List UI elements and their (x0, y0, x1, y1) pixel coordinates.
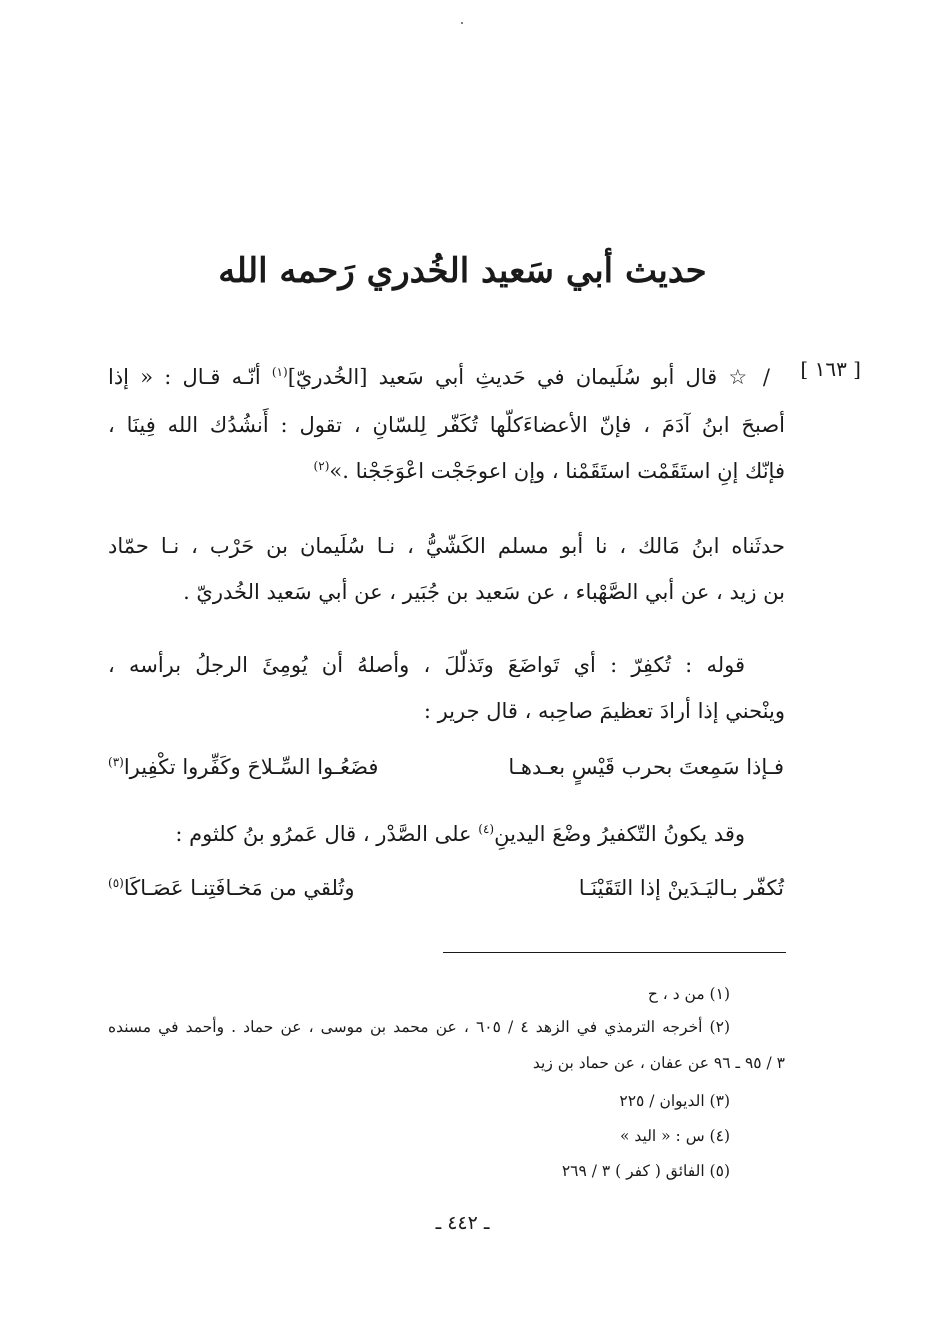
footnote-2-line-2: ٣ / ٩٥ ـ ٩٦ عن عفان ، عن حماد بن زيد (532, 1054, 785, 1072)
footnote-1: (١) من د ، ح (647, 985, 730, 1003)
commentary-2-a: وقد يكونُ التّكفيرُ وضْعَ اليدينِ (494, 822, 745, 846)
page-title: حديث أبي سَعيد الخُدري رَحمه الله (218, 251, 707, 291)
poem-1-hemistich-1: فـإذا سَمِعتَ بحرب قَيْسٍ بعـدهـا (508, 755, 784, 779)
isnad-line-2: بن زيد ، عن أبي الصَّهْباء ، عن سَعيد بن جُبَير ، عن أبي سَعيد الخُدريّ . (183, 580, 785, 604)
footnote-ref-2: (٢) (313, 459, 330, 473)
footnote-3: (٣) الديوان / ٢٢٥ (619, 1092, 730, 1110)
commentary-2-line (120, 812, 745, 856)
hadith-number: [ ١٦٣ ] (800, 357, 861, 381)
poem-1-hemistich-2: فضَعُـوا السِّـلاحَ وكَفِّروا تكْفِيرا (123, 755, 379, 779)
hadith-line-3-a: فإنّك إنِ استَقَمْت استَقَمْنا ، وإن اعوجَجْت اعْوَجَجْنا .» (329, 459, 785, 483)
poem-2-hemistich-1: تُكفّر بـاليَـدَينْ إذا التَقَيْنَـا (578, 876, 784, 900)
page-number: ـ ٤٤٢ ـ (435, 1212, 490, 1234)
page-speck (461, 22, 463, 24)
footnote-4: (٤) س : « اليد » (619, 1127, 730, 1145)
poem-verse-1 (108, 745, 784, 789)
poem-verse-2 (108, 866, 784, 910)
footnote-ref-3: (٣) (108, 755, 124, 769)
hadith-line-1 (108, 355, 770, 399)
footnote-separator (443, 952, 786, 953)
commentary-2-b: على الصَّدْر ، قال عَمرُو بنُ كلثوم : (175, 822, 479, 846)
commentary-line-2: وينْحني إذا أرادَ تعظيمَ صاحِبه ، قال جرير : (423, 699, 785, 723)
footnote-5: (٥) الفائق ( كفر ) ٣ / ٢٦٩ (561, 1162, 730, 1180)
footnote-ref-1: (١) (271, 365, 288, 379)
footnote-ref-5: (٥) (108, 876, 124, 890)
hadith-line-3 (300, 449, 785, 493)
poem-2-hemistich-2: وتُلقي من مَخـافَتِنـا عَصَـاكَا (123, 876, 355, 900)
footnote-2-line-1: (٢) أخرجه الترمذي في الزهد ٤ / ٦٠٥ ، عن محمد بن موسى ، عن حماد . وأحمد في مسنده (108, 1018, 730, 1036)
footnote-ref-4: (٤) (478, 822, 495, 836)
hadith-line-1-b: أنّـه قـال : « إذا (108, 365, 272, 389)
poem-1-hemistich-2-wrap (108, 745, 378, 789)
hadith-line-1-a: / ☆ قال أبو سُلَيمان في حَديثِ أبي سَعيد [الخُدريّ] (287, 365, 770, 389)
commentary-line-1: قوله : تُكفِرّ : أي تَواضَعَ وتَذلّلَ ، وأصلهُ أن يُومِئَ الرجلُ برأسه ، (108, 653, 745, 677)
hadith-line-2: أصبحَ ابنُ آدَمَ ، فإنّ الأعضاءَكلّها تُكَفّر لِلسّانِ ، تقول : أَنشُدُك الله فِينَا ، (108, 413, 785, 437)
isnad-line-1: حدثَناه ابنُ مَالك ، نا أبو مسلم الكَشّيُّ ، نـا سُلَيمان بن حَرْب ، نـا حمّاد (108, 534, 785, 558)
poem-2-hemistich-2-wrap (108, 866, 354, 910)
